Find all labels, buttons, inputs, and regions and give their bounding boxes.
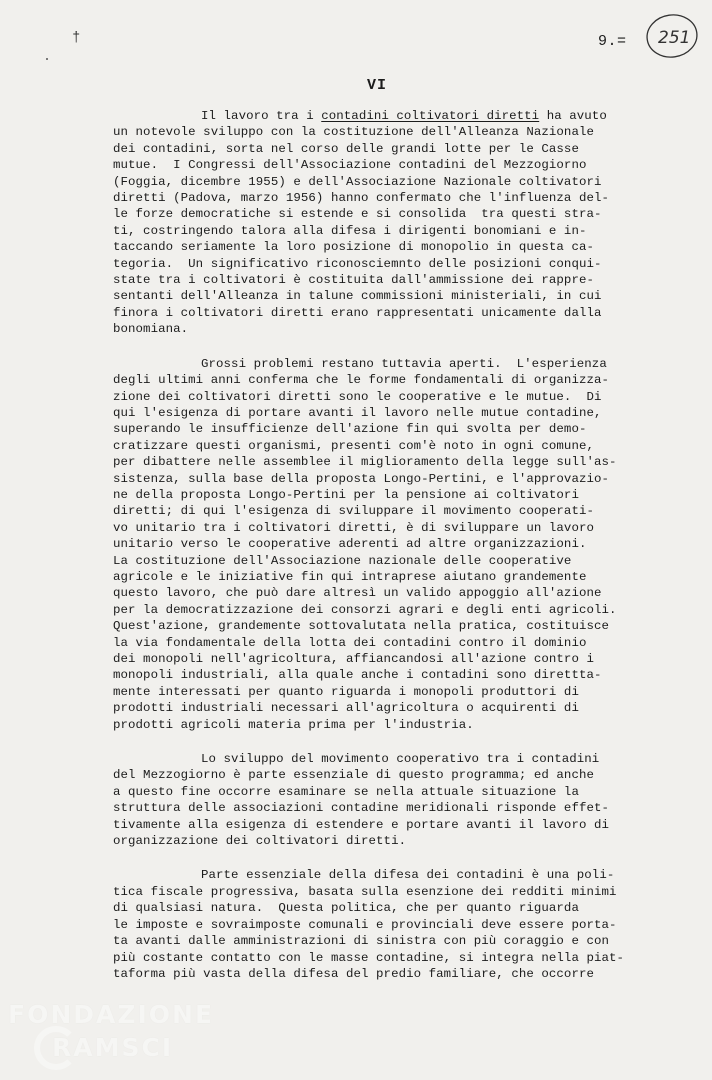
margin-dot	[46, 58, 48, 60]
text-segment: mutue. I Congressi dell'Associazione contadini del Mezzogiorno	[113, 158, 587, 173]
text-line	[113, 800, 678, 816]
text-line	[113, 157, 678, 173]
text-segment: state tra i coltivatori è costituita dall'ammissione dei rappre-	[113, 273, 594, 288]
text-segment: le imposte e sovraimposte comunali e provinciali deve essere porta-	[113, 917, 617, 932]
text-line	[113, 372, 678, 388]
text-line	[113, 867, 678, 883]
underlined-text: contadini coltivatori diretti	[321, 109, 540, 123]
text-line	[113, 784, 678, 800]
text-segment: struttura delle associazioni contadine meridionali risponde effet-	[113, 801, 610, 816]
text-line	[113, 520, 678, 536]
text-line	[113, 602, 678, 618]
text-line	[113, 321, 678, 337]
text-segment: organizzazione dei coltivatori diretti.	[113, 834, 407, 849]
text-segment: dei contadini, sorta nel corso delle grandi lotte per le Casse	[113, 141, 579, 156]
archive-stamp-circle	[644, 12, 700, 60]
text-line	[113, 438, 678, 454]
text-segment: più costante contatto con le masse contadine, si integra nella piat-	[113, 950, 625, 965]
text-segment: sistenza, sulla base della proposta Longo-Pertini, e l'approvazio-	[113, 471, 610, 486]
text-line	[113, 256, 678, 272]
text-segment: di qualsiasi natura. Questa politica, che per quanto riguarda	[113, 901, 579, 916]
text-segment: per la democratizzazione dei consorzi agrari e degli enti agricoli.	[113, 602, 617, 617]
text-line	[113, 667, 678, 683]
paragraph	[113, 108, 678, 338]
text-line	[113, 767, 678, 783]
text-segment: vo unitario tra i coltivatori diretti, è di sviluppare un lavoro	[113, 520, 594, 535]
text-line	[113, 950, 678, 966]
archive-stamp	[644, 12, 700, 60]
text-segment: tegoria. Un significativo riconosciemnto delle posizioni conqui-	[113, 256, 602, 271]
text-segment: per dibattere nelle assemblee il miglioramento della legge sull'as-	[113, 455, 617, 470]
text-segment: tica fiscale progressiva, basata sulla esenzione dei redditi minimi	[113, 884, 617, 899]
text-line	[113, 206, 678, 222]
text-line	[113, 272, 678, 288]
margin-mark: †	[72, 30, 81, 46]
watermark-line-2: RAMSCI	[52, 1033, 174, 1062]
text-line	[113, 223, 678, 239]
text-line	[113, 421, 678, 437]
text-line	[113, 585, 678, 601]
text-line	[113, 651, 678, 667]
text-segment: taforma più vasta della difesa del predio familiare, che occorre	[113, 966, 594, 981]
text-line	[113, 833, 678, 849]
text-segment: (Foggia, dicembre 1955) e dell'Associazione Nazionale coltivatori	[113, 174, 602, 189]
text-line	[113, 239, 678, 255]
text-line	[113, 124, 678, 140]
text-segment: diretti; di qui l'esigenza di sviluppare il movimento cooperati-	[113, 504, 594, 519]
text-line	[113, 487, 678, 503]
text-segment: Il lavoro tra i	[201, 109, 322, 123]
text-segment: taccando seriamente la loro posizione di monopolio in questa ca-	[113, 240, 594, 255]
text-line	[113, 503, 678, 519]
text-line	[113, 717, 678, 733]
text-segment: ne della proposta Longo-Pertini per la pensione ai coltivatori	[113, 487, 579, 502]
text-segment: qui l'esigenza di portare avanti il lavoro nelle mutue contadine,	[113, 405, 602, 420]
text-segment: prodotti industriali necessari all'agricoltura o acquirenti di	[113, 701, 579, 716]
text-line	[113, 817, 678, 833]
text-segment: cratizzare questi organismi, presenti com'è noto in ogni comune,	[113, 438, 594, 453]
text-segment: agricole e le iniziative fin qui intraprese aiutano grandemente	[113, 569, 587, 584]
text-segment: Parte essenziale della difesa dei contadini è una poli-	[201, 868, 615, 883]
text-segment: bonomiana.	[113, 322, 189, 337]
watermark-line-1: FONDAZIONE	[8, 1000, 215, 1029]
text-line	[113, 389, 678, 405]
text-segment: superando le insufficienze dell'azione fin qui svolta per demo-	[113, 422, 587, 437]
text-segment: del Mezzogiorno è parte essenziale di questo programma; ed anche	[113, 768, 594, 783]
text-line	[113, 933, 678, 949]
text-segment: ha avuto	[539, 109, 607, 123]
text-line	[113, 751, 678, 767]
text-line	[113, 966, 678, 982]
text-segment: le forze democratiche si estende e si consolida tra questi stra-	[113, 207, 602, 222]
text-segment: mente interessati per quanto riguarda i monopoli produttori di	[113, 684, 579, 699]
paragraph	[113, 751, 678, 849]
text-segment: a questo fine occorre esaminare se nella attuale situazione la	[113, 784, 579, 799]
text-line	[113, 405, 678, 421]
text-segment: sentanti dell'Alleanza in talune commissioni ministeriali, in cui	[113, 289, 602, 304]
text-line	[113, 536, 678, 552]
text-line	[113, 684, 678, 700]
text-line	[113, 190, 678, 206]
paragraph	[113, 867, 678, 982]
watermark-logo	[6, 1000, 215, 1075]
text-segment: Grossi problemi restano tuttavia aperti. L'esperienza	[201, 356, 607, 371]
paragraph	[113, 356, 678, 733]
text-segment: la via fondamentale della lotta dei contadini contro il dominio	[113, 635, 587, 650]
text-line	[113, 569, 678, 585]
text-segment: unitario verso le cooperative aderenti ad altre organizzazioni.	[113, 537, 587, 552]
text-segment: Quest'azione, grandemente sottovalutata nella pratica, costituisce	[113, 619, 610, 634]
text-segment: questo lavoro, che può dare altresì un valido appoggio all'azione	[113, 586, 602, 601]
text-segment: prodotti agricoli materia prima per l'industria.	[113, 717, 474, 732]
document-body	[113, 108, 678, 1000]
text-segment: ti, costringendo talora alla difesa i dirigenti bonomiani e in-	[113, 223, 587, 238]
text-segment: finora i coltivatori diretti erano rappresentati unicamente dalla	[113, 305, 602, 320]
text-segment: degli ultimi anni conferma che le forme fondamentali di organizza-	[113, 373, 610, 388]
text-segment: Lo sviluppo del movimento cooperativo tra i contadini	[201, 752, 600, 767]
text-segment: monopoli industriali, alla quale anche i contadini sono direttta-	[113, 668, 602, 683]
text-line	[113, 618, 678, 634]
text-line	[113, 553, 678, 569]
text-line	[113, 174, 678, 190]
text-line	[113, 471, 678, 487]
text-segment: dei monopoli nell'agricoltura, affiancandosi all'azione contro i	[113, 652, 594, 666]
text-line	[113, 700, 678, 716]
text-line	[113, 288, 678, 304]
text-line	[113, 884, 678, 900]
text-line	[113, 108, 678, 124]
text-segment: un notevole sviluppo con la costituzione dell'Alleanza Nazionale	[113, 125, 594, 140]
text-line	[113, 454, 678, 470]
text-segment: ta avanti dalle amministrazioni di sinistra con più coraggio e con	[113, 934, 610, 949]
archive-stamp-number: 251	[658, 28, 691, 48]
text-line	[113, 917, 678, 933]
text-line	[113, 305, 678, 321]
text-segment: La costituzione dell'Associazione nazionale delle cooperative	[113, 553, 572, 568]
text-segment: zione dei coltivatori diretti sono le cooperative e le mutue. Di	[113, 389, 602, 404]
text-line	[113, 635, 678, 651]
text-line	[113, 900, 678, 916]
text-line	[113, 356, 678, 372]
page-number: 9.=	[598, 33, 627, 50]
text-line	[113, 141, 678, 157]
section-title: VI	[367, 77, 388, 94]
text-segment: tivamente alla esigenza di estendere e portare avanti il lavoro di	[113, 817, 610, 832]
text-segment: diretti (Padova, marzo 1956) hanno confermato che l'influenza del-	[113, 191, 610, 206]
